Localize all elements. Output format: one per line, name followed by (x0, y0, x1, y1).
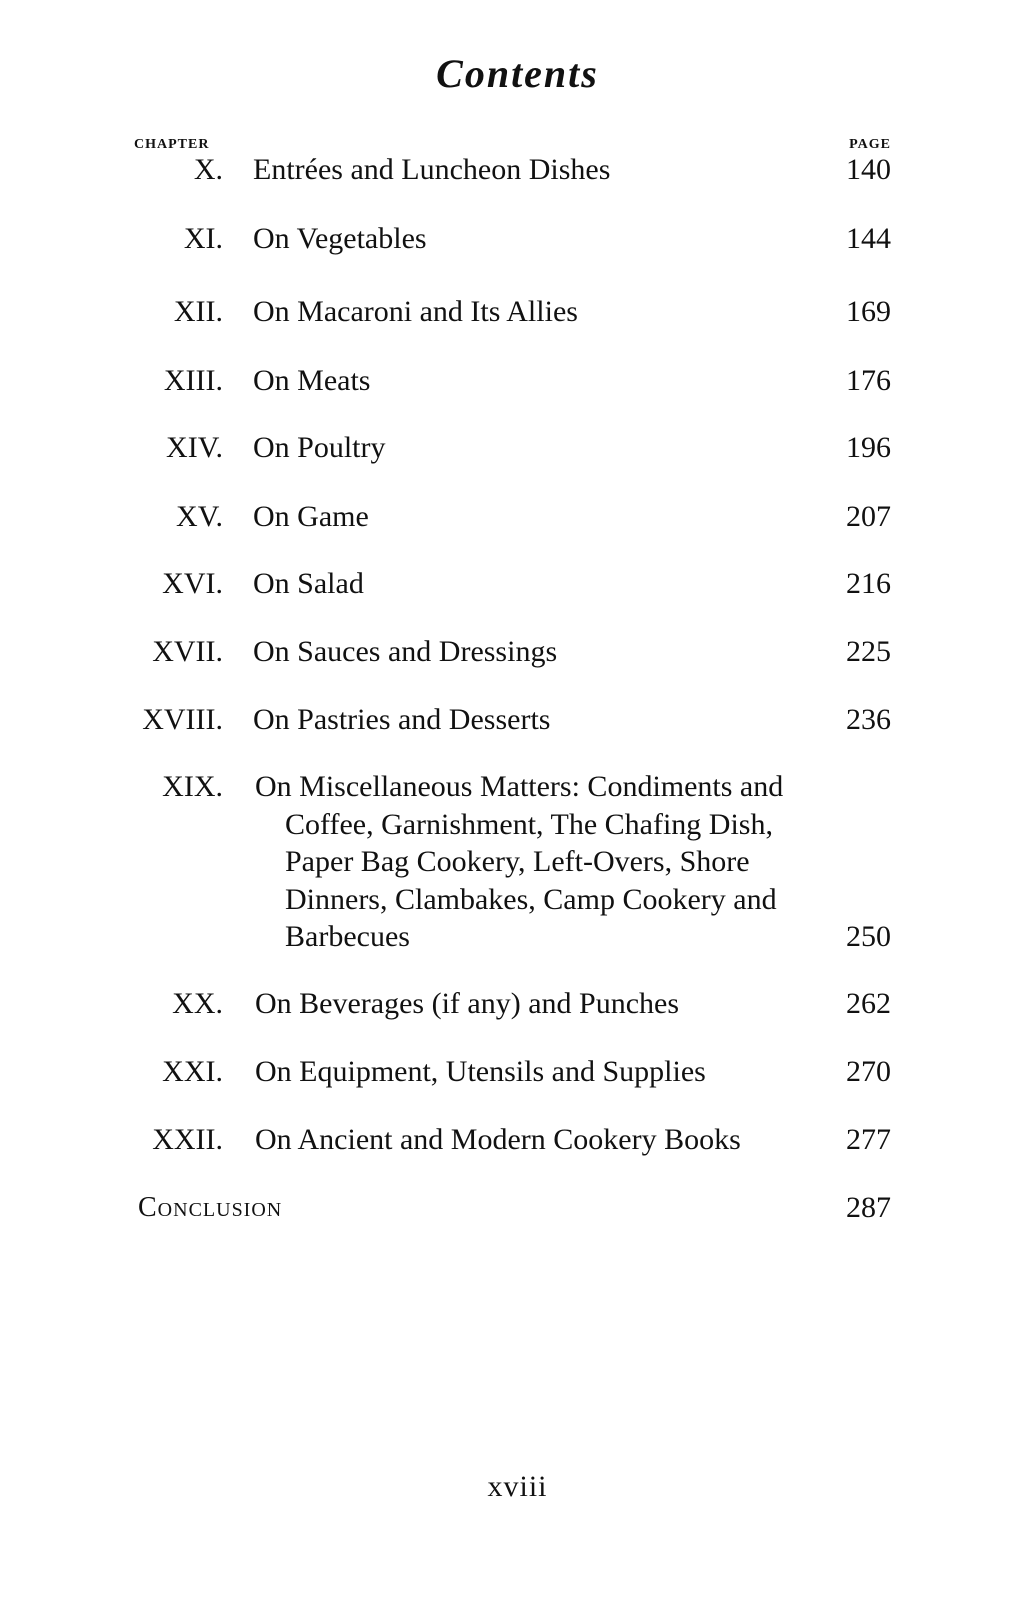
page-number: 277 (846, 1123, 891, 1156)
chapter-number: X. (193, 153, 223, 186)
chapter-title (255, 768, 820, 956)
chapter-title: On Salad (253, 567, 364, 600)
page-folio: xviii (487, 1470, 548, 1503)
page-number: 250 (846, 920, 891, 953)
page-number: 225 (846, 635, 891, 668)
page-number: 287 (846, 1191, 891, 1224)
conclusion-label: Conclusion (138, 1192, 283, 1223)
page-number: 176 (846, 364, 891, 397)
chapter-number: XVII. (152, 635, 223, 668)
chapter-title-line: Paper Bag Cookery, Left-Overs, Shore (285, 845, 750, 878)
chapter-number: XV. (176, 500, 223, 533)
chapter-title-line: Coffee, Garnishment, The Chafing Dish, (285, 807, 773, 841)
chapter-title: On Meats (253, 364, 371, 397)
chapter-number: XVIII. (142, 703, 223, 736)
chapter-number: XIII. (163, 364, 223, 397)
page-number: 144 (846, 222, 891, 255)
chapter-title: On Pastries and Desserts (253, 703, 551, 736)
chapter-column-header: CHAPTER (134, 137, 210, 152)
chapter-title: Entrées and Luncheon Dishes (253, 153, 611, 186)
chapter-number: XI. (183, 222, 223, 255)
chapter-title-line: Dinners, Clambakes, Camp Cookery and (285, 882, 777, 916)
chapter-title: On Poultry (253, 431, 386, 464)
chapter-number: XXI. (162, 1055, 223, 1088)
chapter-number: XIX. (162, 770, 223, 803)
chapter-title: On Sauces and Dressings (253, 635, 558, 668)
chapter-title: On Equipment, Utensils and Supplies (255, 1055, 706, 1088)
page-column-header: PAGE (849, 137, 891, 152)
chapter-title: On Macaroni and Its Allies (253, 295, 578, 328)
page-number: 196 (846, 431, 891, 464)
chapter-title-line: Barbecues (285, 920, 410, 953)
page-number: 169 (846, 295, 891, 328)
page-number: 236 (846, 703, 891, 736)
page-number: 270 (846, 1055, 891, 1088)
page-number: 140 (846, 153, 891, 186)
page-number: 207 (846, 500, 891, 533)
chapter-number: XII. (173, 295, 223, 328)
page-number: 216 (846, 567, 891, 600)
chapter-number: XX. (172, 987, 223, 1020)
chapter-number: XXII. (152, 1123, 223, 1156)
chapter-title-line: On Miscellaneous Matters: Condiments and (255, 770, 784, 803)
chapter-title: On Beverages (if any) and Punches (255, 987, 680, 1020)
page-number: 262 (846, 987, 891, 1020)
page-title: Contents (436, 51, 599, 96)
chapter-title: On Ancient and Modern Cookery Books (255, 1123, 741, 1156)
chapter-title: On Game (253, 500, 369, 533)
chapter-title: On Vegetables (253, 222, 427, 255)
chapter-number: XVI. (162, 567, 223, 600)
chapter-number: XIV. (166, 431, 223, 464)
